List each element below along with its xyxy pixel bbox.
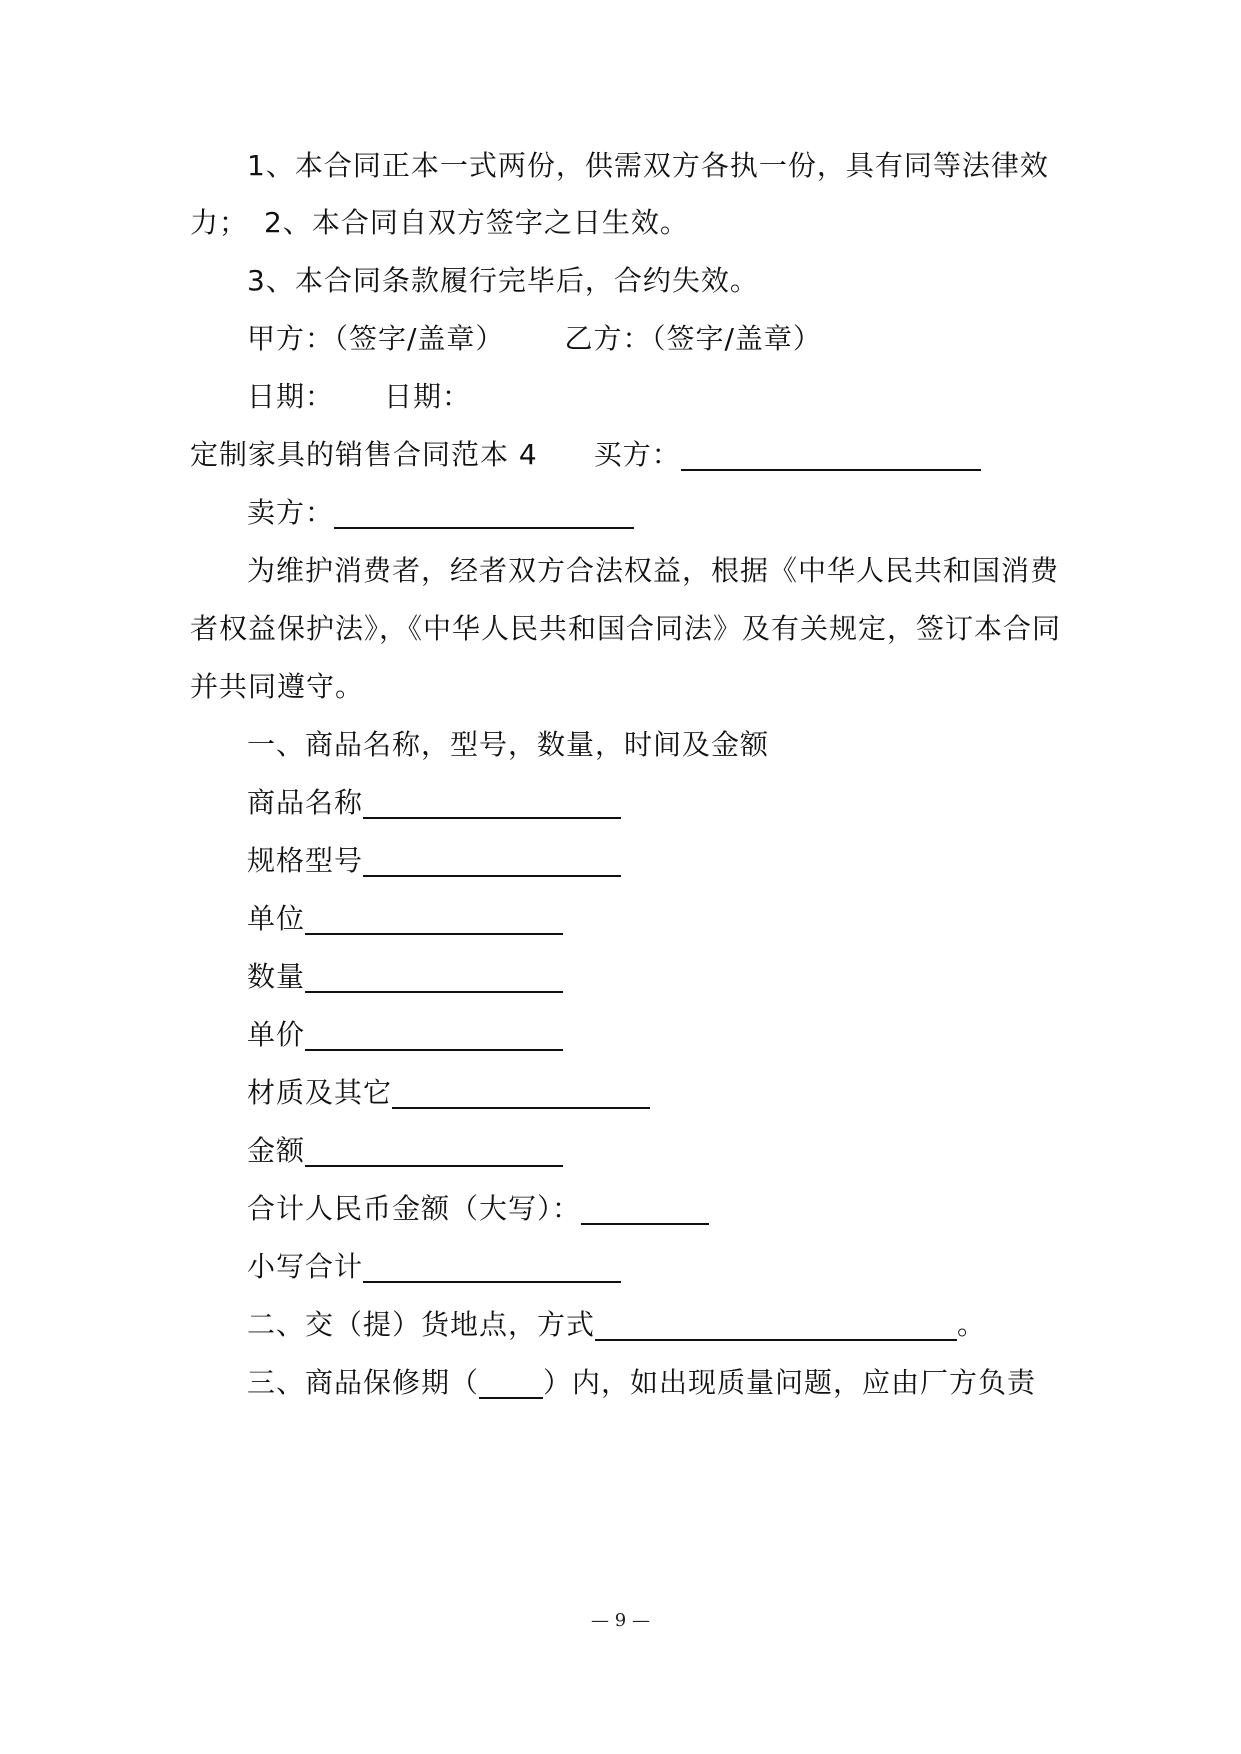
- preamble-text-2: 者权益保护法》，《中华人民共和国合同法》及有关规定，签订本合同: [190, 612, 1062, 645]
- preamble-line-1: [247, 551, 1059, 591]
- section-three-prefix: 三、商品保修期（: [247, 1366, 480, 1399]
- field-unit-price-label: 单价: [247, 1018, 306, 1051]
- contract-title-row: [190, 435, 981, 475]
- section-two-period: 。: [957, 1308, 987, 1341]
- preamble-text-1: 为维护消费者，经者双方合法权益，根据《中华人民共和国消费: [247, 554, 1060, 587]
- clause-effective: [190, 203, 689, 243]
- preamble-text-3: 并共同遵守。: [190, 670, 365, 703]
- seller-row: [247, 493, 634, 533]
- clause-copies: [247, 146, 1049, 186]
- field-unit: [247, 899, 563, 939]
- section-one-heading: [247, 725, 769, 765]
- section-two-delivery: [247, 1305, 986, 1345]
- party-a-signature: 甲方：（签字/盖章）: [247, 322, 505, 355]
- buyer-label: 买方：: [593, 438, 681, 471]
- preamble-line-3: [190, 667, 364, 707]
- field-amount: [247, 1131, 563, 1171]
- field-product-name-blank: [363, 787, 621, 819]
- date-row: [247, 377, 471, 417]
- field-quantity-blank: [305, 961, 563, 993]
- clause-expiry: [247, 261, 759, 301]
- section-one-text: 一、商品名称，型号，数量，时间及金额: [247, 728, 770, 761]
- seller-blank: [334, 497, 634, 529]
- party-b-signature: 乙方：（签字/盖章）: [564, 322, 822, 355]
- field-spec-model-blank: [363, 845, 621, 877]
- field-material: [247, 1073, 650, 1113]
- preamble-line-2: [190, 609, 1061, 649]
- field-spec-model-label: 规格型号: [247, 844, 364, 877]
- section-three-suffix: ）内，如出现质量问题，应由厂方负责: [543, 1366, 1037, 1399]
- warranty-period-blank: [479, 1367, 543, 1399]
- field-total-uppercase-blank: [581, 1193, 709, 1225]
- section-two-blank: [595, 1309, 957, 1341]
- field-product-name: [247, 783, 621, 823]
- field-material-blank: [392, 1077, 650, 1109]
- field-total-lowercase-blank: [363, 1251, 621, 1283]
- field-unit-label: 单位: [247, 902, 306, 935]
- section-two-label: 二、交（提）货地点，方式: [247, 1308, 596, 1341]
- party-b-date: 日期：: [384, 380, 472, 413]
- field-total-lowercase: [247, 1247, 621, 1287]
- contract-title: 定制家具的销售合同范本 4: [190, 438, 538, 471]
- section-three-warranty: [247, 1363, 1036, 1403]
- party-a-date: 日期：: [247, 380, 335, 413]
- field-unit-price: [247, 1015, 563, 1055]
- field-quantity-label: 数量: [247, 960, 306, 993]
- page-number: — 9 —: [591, 1610, 650, 1631]
- seller-label: 卖方：: [247, 496, 335, 529]
- field-material-label: 材质及其它: [247, 1076, 393, 1109]
- field-quantity: [247, 957, 563, 997]
- field-unit-price-blank: [305, 1019, 563, 1051]
- clause-effective-prefix: 力；: [190, 206, 249, 239]
- field-total-uppercase-label: 合计人民币金额（大写）：: [247, 1192, 582, 1225]
- clause-copies-text: 1、本合同正本一式两份，供需双方各执一份，具有同等法律效: [247, 149, 1049, 182]
- field-unit-blank: [305, 903, 563, 935]
- field-amount-label: 金额: [247, 1134, 306, 1167]
- field-spec-model: [247, 841, 621, 881]
- clause-effective-text: 2、本合同自双方签字之日生效。: [264, 206, 689, 239]
- buyer-blank: [681, 439, 981, 471]
- field-total-uppercase: [247, 1189, 709, 1229]
- signature-row: [247, 319, 822, 359]
- field-product-name-label: 商品名称: [247, 786, 364, 819]
- clause-expiry-text: 3、本合同条款履行完毕后，合约失效。: [247, 264, 759, 297]
- field-total-lowercase-label: 小写合计: [247, 1250, 364, 1283]
- field-amount-blank: [305, 1135, 563, 1167]
